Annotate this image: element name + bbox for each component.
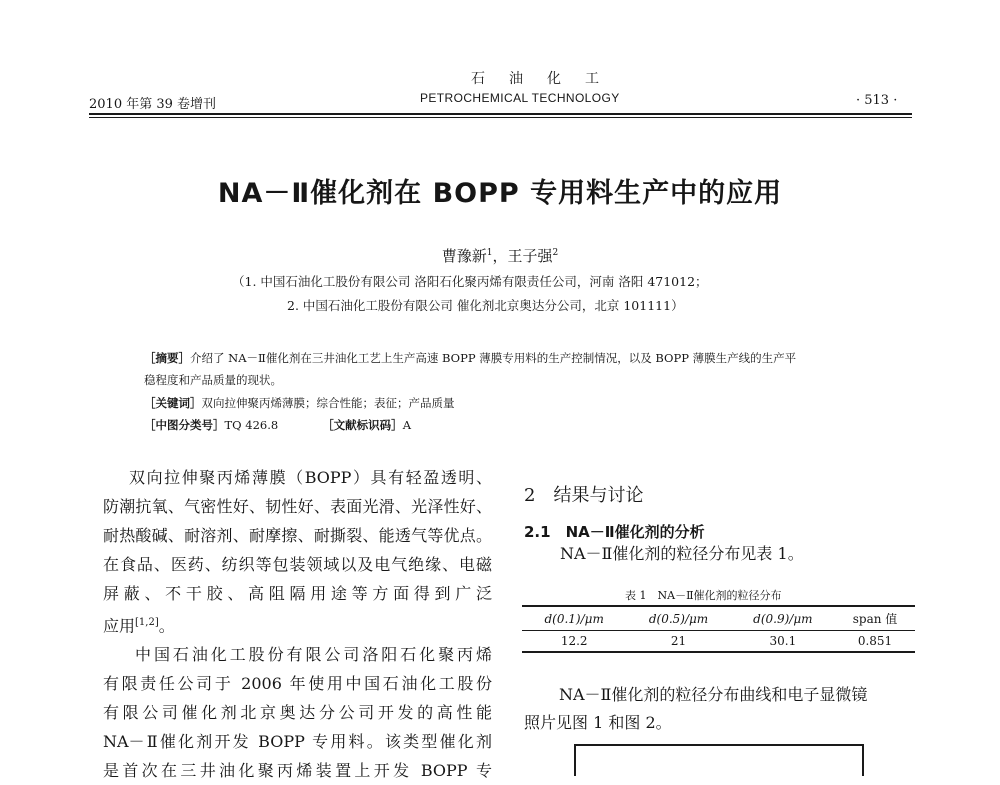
table-cell: 12.2 bbox=[522, 631, 626, 653]
author-separator: ， bbox=[492, 247, 508, 265]
citation-ref: [1,2] bbox=[135, 617, 159, 628]
body-line bbox=[103, 608, 492, 640]
body-line: 有限公司催化剂北京奥达分公司开发的高性能 bbox=[103, 703, 492, 723]
body-line: 在食品、医药、纺织等包装领域以及电气绝缘、电磁 bbox=[103, 555, 492, 574]
journal-name-en: PETROCHEMICAL TECHNOLOGY bbox=[420, 91, 620, 105]
body-line: 防潮抗氧、气密性好、韧性好、表面光滑、光泽性好、 bbox=[103, 497, 492, 516]
affiliation-1: （1. 中国石油化工股份有限公司 洛阳石化聚丙烯有限责任公司，河南 洛阳 471012； bbox=[232, 274, 708, 289]
figure-reference-line-1: NA－Ⅱ催化剂的粒径分布曲线和电子显微镜 bbox=[559, 685, 868, 704]
table-cell: 21 bbox=[626, 631, 730, 653]
keywords-label: ［关键词］ bbox=[144, 396, 202, 410]
header-rule-thin bbox=[89, 117, 912, 118]
body-line: 耐热酸碱、耐溶剂、耐摩擦、耐撕裂、能透气等优点。 bbox=[103, 526, 492, 545]
table-intro: NA－Ⅱ催化剂的粒径分布见表 1。 bbox=[560, 544, 804, 563]
body-line: 中国石油化工股份有限公司洛阳石化聚丙烯 bbox=[135, 645, 492, 665]
header-rule-thick bbox=[89, 113, 912, 115]
table-caption: 表 1 NA－Ⅱ催化剂的粒径分布 bbox=[625, 589, 782, 602]
table-cell: 30.1 bbox=[731, 631, 835, 653]
keywords-text: 双向拉伸聚丙烯薄膜；综合性能；表征；产品质量 bbox=[201, 396, 455, 410]
clc-label: ［中图分类号］ bbox=[144, 418, 225, 432]
left-column bbox=[103, 463, 492, 785]
doc-code-label: ［文献标识码］ bbox=[322, 418, 403, 432]
author-1-affiliation-mark: 1 bbox=[486, 248, 493, 258]
doc-code-value: A bbox=[402, 418, 411, 432]
body-line: 屏蔽、不干胶、高阻隔用途等方面得到广泛 bbox=[103, 584, 492, 603]
paper-title: NA－Ⅱ催化剂在 BOPP 专用料生产中的应用 bbox=[217, 178, 783, 209]
figure-reference-line-2: 照片见图 1 和图 2。 bbox=[524, 713, 672, 732]
body-text: 应用 bbox=[103, 616, 136, 636]
clc-value: TQ 426.8 bbox=[224, 418, 279, 432]
body-line: NA－Ⅱ催化剂开发 BOPP 专用料。该类型催化剂 bbox=[103, 732, 492, 752]
author-1: 曹豫新 bbox=[441, 247, 487, 265]
abstract-label: ［摘要］ bbox=[144, 351, 190, 365]
table-cell: 0.851 bbox=[835, 631, 915, 653]
author-2-affiliation-mark: 2 bbox=[552, 248, 559, 258]
body-line: 双向拉伸聚丙烯薄膜（BOPP）具有轻盈透明、 bbox=[129, 468, 492, 487]
abstract-line-2: 稳程度和产品质量的现状。 bbox=[144, 373, 282, 387]
body-line: 有限责任公司于 2006 年使用中国石油化工股份 bbox=[103, 674, 492, 694]
body-line: 是首次在三井油化聚丙烯装置上开发 BOPP 专 bbox=[103, 761, 492, 781]
table-header: span 值 bbox=[835, 606, 915, 631]
keywords bbox=[144, 395, 455, 411]
author-2: 王子强 bbox=[507, 247, 553, 265]
abstract-line-1 bbox=[144, 350, 796, 366]
affiliation-2: 2. 中国石油化工股份有限公司 催化剂北京奥达分公司，北京 101111） bbox=[287, 298, 684, 313]
table-header: d(0.5)/μm bbox=[626, 606, 730, 631]
body-text: 。 bbox=[158, 616, 175, 636]
table-row bbox=[522, 631, 915, 653]
table-header: d(0.1)/μm bbox=[522, 606, 626, 631]
subsection-heading: 2.1 NA－Ⅱ催化剂的分析 bbox=[524, 523, 705, 541]
abstract-text-1: 介绍了 NA－Ⅱ催化剂在三井油化工艺上生产高速 BOPP 薄膜专用料的生产控制情况，以及 BOPP 薄膜生产线的生产平 bbox=[190, 351, 797, 365]
section-heading: 2 结果与讨论 bbox=[524, 485, 644, 506]
figure-frame bbox=[574, 744, 864, 776]
volume-info: 2010 年第 39 卷增刊 bbox=[89, 97, 217, 112]
table-header: d(0.9)/μm bbox=[731, 606, 835, 631]
page-number: · 513 · bbox=[856, 93, 898, 108]
particle-size-table bbox=[522, 605, 915, 653]
classification-line bbox=[144, 417, 411, 433]
author-line bbox=[0, 245, 1000, 266]
journal-name-cn: 石油化工 bbox=[471, 71, 623, 87]
